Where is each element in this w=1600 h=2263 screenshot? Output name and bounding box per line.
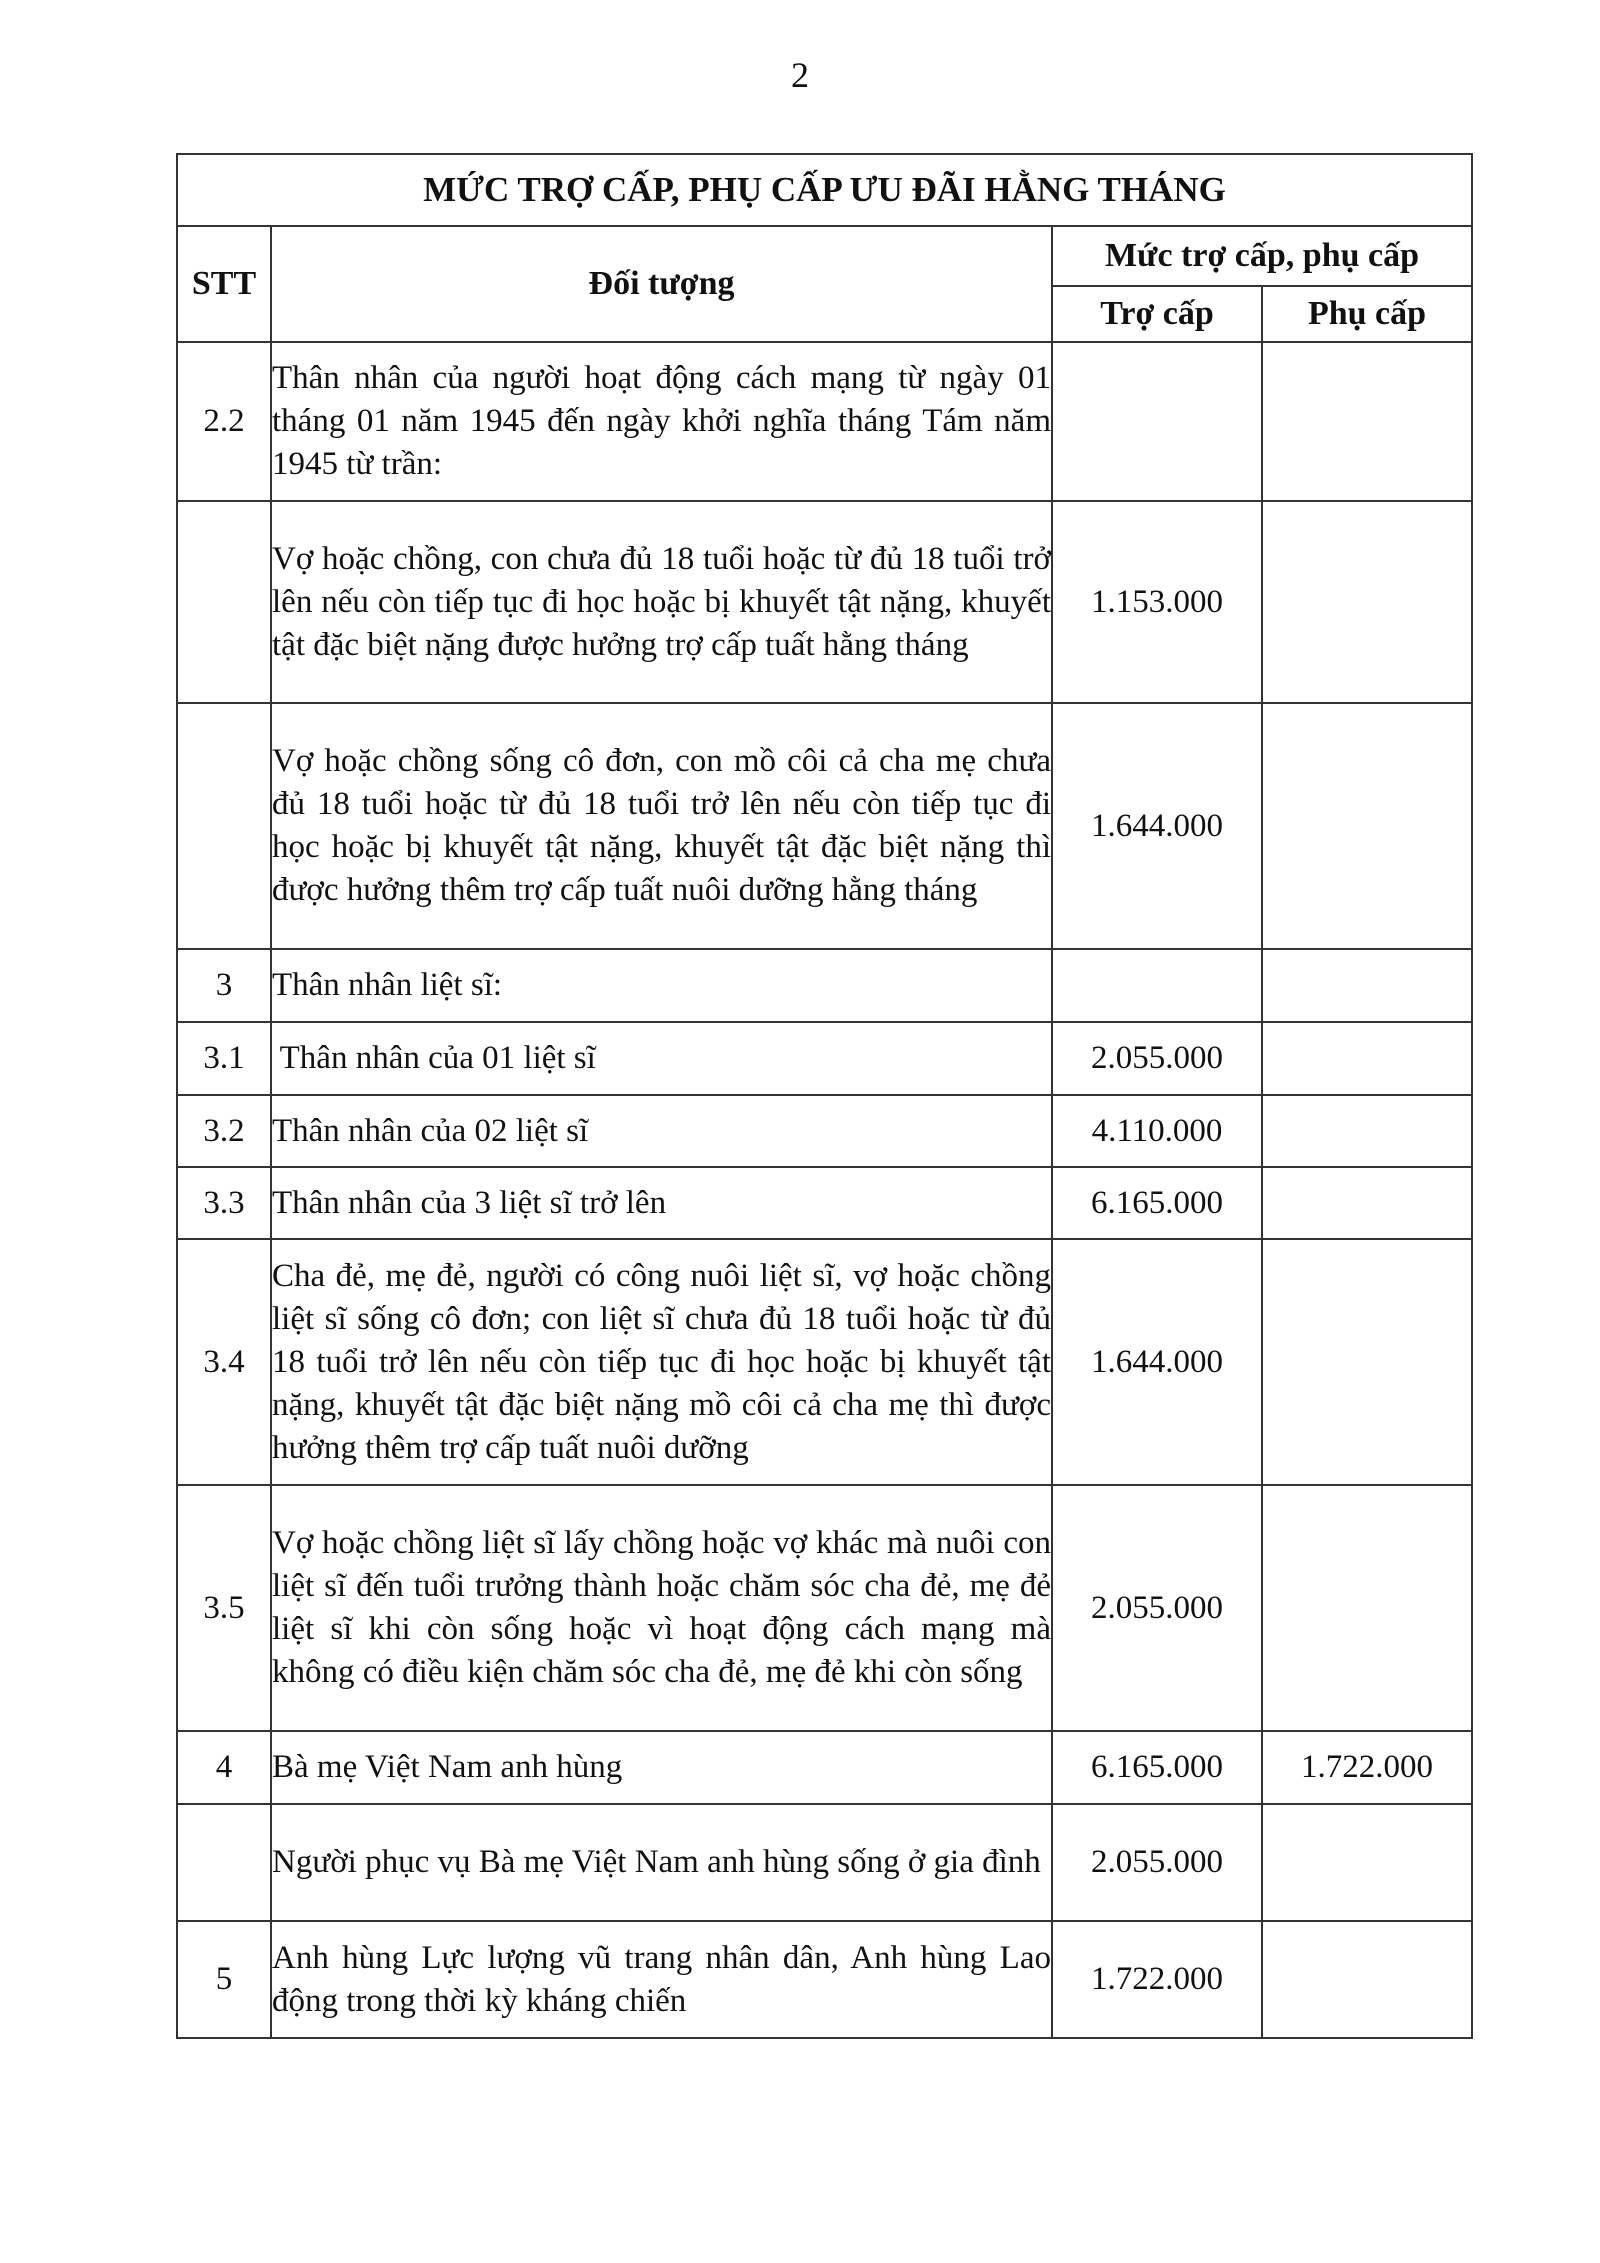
row-subsidy: 1.644.000 — [1052, 703, 1262, 949]
row-subject: Thân nhân của 3 liệt sĩ trở lên — [271, 1167, 1052, 1239]
row-subsidy: 1.722.000 — [1052, 1921, 1262, 2038]
row-subsidy: 2.055.000 — [1052, 1022, 1262, 1095]
header-allowance: Phụ cấp — [1262, 286, 1472, 342]
table-title: MỨC TRỢ CẤP, PHỤ CẤP ƯU ĐÃI HẰNG THÁNG — [177, 154, 1472, 226]
table-row — [177, 1167, 1472, 1239]
row-stt: 3 — [177, 949, 271, 1022]
row-subject: Người phục vụ Bà mẹ Việt Nam anh hùng sống ở gia đình — [271, 1804, 1052, 1921]
row-stt: 4 — [177, 1731, 271, 1804]
header-subsidy: Trợ cấp — [1052, 286, 1262, 342]
row-subject: Vợ hoặc chồng, con chưa đủ 18 tuổi hoặc từ đủ 18 tuổi trở lên nếu còn tiếp tục đi học hoặc bị khuyết tật nặng, khuyết tật đặc biệt nặng được hưởng trợ cấp tuất hằng tháng — [271, 501, 1052, 703]
row-allowance: 1.722.000 — [1262, 1731, 1472, 1804]
row-stt — [177, 703, 271, 949]
row-subsidy: 2.055.000 — [1052, 1485, 1262, 1731]
row-stt: 3.3 — [177, 1167, 271, 1239]
row-allowance — [1262, 1022, 1472, 1095]
header-row — [177, 226, 1472, 286]
table-title-row — [177, 154, 1472, 226]
row-allowance — [1262, 1804, 1472, 1921]
table-row — [177, 1731, 1472, 1804]
row-stt: 3.1 — [177, 1022, 271, 1095]
header-stt: STT — [177, 226, 271, 342]
row-stt: 5 — [177, 1921, 271, 2038]
table-row — [177, 1485, 1472, 1731]
table-row — [177, 703, 1472, 949]
row-subsidy — [1052, 949, 1262, 1022]
row-subject: Cha đẻ, mẹ đẻ, người có công nuôi liệt sĩ, vợ hoặc chồng liệt sĩ sống cô đơn; con liệt sĩ chưa đủ 18 tuổi hoặc từ đủ 18 tuổi trở lên nếu còn tiếp tục đi học hoặc bị khuyết tật nặng, khuyết tật đặc biệt nặng mồ côi cả cha mẹ thì được hưởng thêm trợ cấp tuất nuôi dưỡng — [271, 1239, 1052, 1485]
row-stt: 3.2 — [177, 1095, 271, 1167]
table-row — [177, 501, 1472, 703]
row-subject: Vợ hoặc chồng sống cô đơn, con mồ côi cả cha mẹ chưa đủ 18 tuổi hoặc từ đủ 18 tuổi trở lên nếu còn tiếp tục đi học hoặc bị khuyết tật nặng, khuyết tật đặc biệt nặng thì được hưởng thêm trợ cấp tuất nuôi dưỡng hằng tháng — [271, 703, 1052, 949]
row-stt: 2.2 — [177, 342, 271, 501]
row-subsidy: 6.165.000 — [1052, 1167, 1262, 1239]
row-subsidy — [1052, 342, 1262, 501]
row-subsidy: 2.055.000 — [1052, 1804, 1262, 1921]
row-subject: Thân nhân liệt sĩ: — [271, 949, 1052, 1022]
row-allowance — [1262, 1921, 1472, 2038]
row-allowance — [1262, 1239, 1472, 1485]
row-subject: Thân nhân của 02 liệt sĩ — [271, 1095, 1052, 1167]
row-allowance — [1262, 501, 1472, 703]
row-stt — [177, 1804, 271, 1921]
row-allowance — [1262, 1485, 1472, 1731]
row-subsidy: 1.153.000 — [1052, 501, 1262, 703]
table-row — [177, 1022, 1472, 1095]
row-allowance — [1262, 1095, 1472, 1167]
row-subsidy: 4.110.000 — [1052, 1095, 1262, 1167]
row-allowance — [1262, 1167, 1472, 1239]
header-subject: Đối tượng — [271, 226, 1052, 342]
header-amount-group: Mức trợ cấp, phụ cấp — [1052, 226, 1472, 286]
row-allowance — [1262, 703, 1472, 949]
row-stt: 3.4 — [177, 1239, 271, 1485]
row-subject: Bà mẹ Việt Nam anh hùng — [271, 1731, 1052, 1804]
table-row — [177, 1804, 1472, 1921]
table-row — [177, 1921, 1472, 2038]
row-stt: 3.5 — [177, 1485, 271, 1731]
table-row — [177, 1239, 1472, 1485]
row-subsidy: 6.165.000 — [1052, 1731, 1262, 1804]
table-row — [177, 1095, 1472, 1167]
page-number: 2 — [791, 55, 809, 95]
row-subject: Thân nhân của người hoạt động cách mạng từ ngày 01 tháng 01 năm 1945 đến ngày khởi nghĩa tháng Tám năm 1945 từ trần: — [271, 342, 1052, 501]
row-stt — [177, 501, 271, 703]
row-subject: Thân nhân của 01 liệt sĩ — [271, 1022, 1052, 1095]
allowance-table — [176, 153, 1473, 2039]
table-row — [177, 949, 1472, 1022]
row-allowance — [1262, 949, 1472, 1022]
row-allowance — [1262, 342, 1472, 501]
row-subject: Anh hùng Lực lượng vũ trang nhân dân, Anh hùng Lao động trong thời kỳ kháng chiến — [271, 1921, 1052, 2038]
row-subsidy: 1.644.000 — [1052, 1239, 1262, 1485]
table-row — [177, 342, 1472, 501]
row-subject: Vợ hoặc chồng liệt sĩ lấy chồng hoặc vợ khác mà nuôi con liệt sĩ đến tuổi trưởng thành hoặc chăm sóc cha đẻ, mẹ đẻ liệt sĩ khi còn sống hoặc vì hoạt động cách mạng mà không có điều kiện chăm sóc cha đẻ, mẹ đẻ khi còn sống — [271, 1485, 1052, 1731]
